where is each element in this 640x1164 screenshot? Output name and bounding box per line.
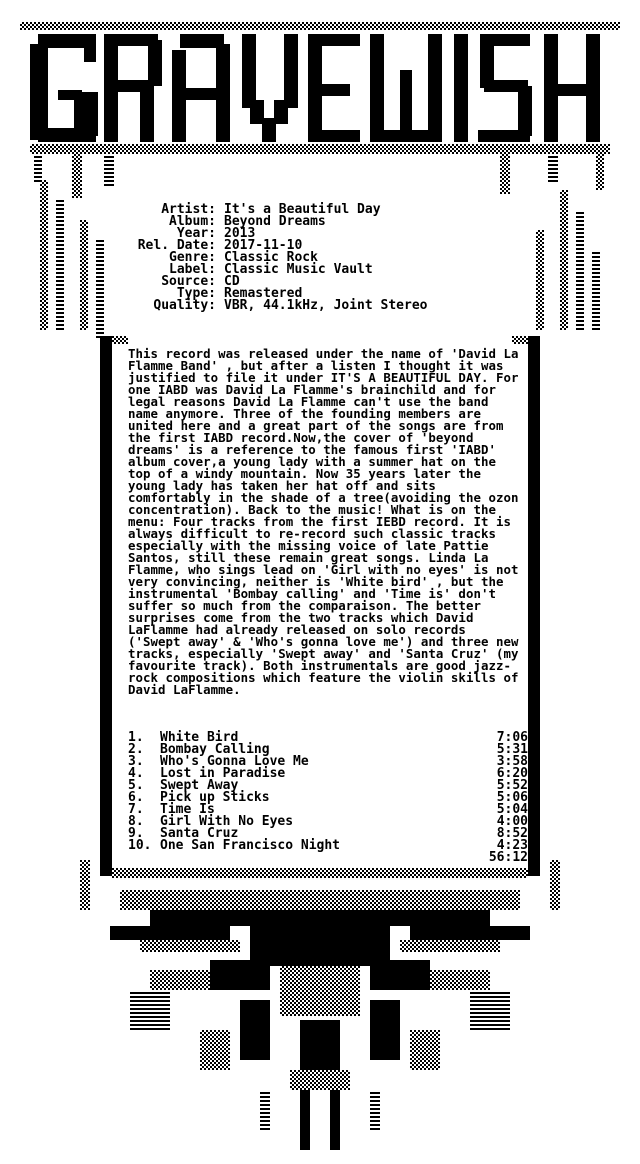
info-label: Label: — [169, 262, 216, 277]
info-label: Year: — [176, 226, 216, 241]
track-duration: 7:06 — [496, 730, 528, 745]
logo-letter-v — [242, 34, 298, 142]
logo-letter-s — [478, 34, 532, 142]
gravewish-logo — [20, 22, 620, 198]
track-title: Bombay Calling — [160, 742, 270, 757]
track-number: 3. — [128, 754, 144, 769]
track-duration: 4:00 — [496, 814, 528, 829]
info-label: Genre: — [169, 250, 216, 265]
track-number: 7. — [128, 802, 144, 817]
track-duration: 6:20 — [496, 766, 528, 781]
info-value: VBR, 44.1kHz, Joint Stereo — [224, 298, 428, 313]
review-text: This record was released under the name of 'David La Flamme Band' , but after a listen I thought it was justified to file it under IT'S A BEAUTIFUL DAY. For one IABD was David La Flamme's brainchild and for legal reasons David La Flamme can't use the band name anymore. Three of the founding members are united here and a great part of the songs are from the first IABD record.Now,the cover of 'beyond dreams' is a reference to the famous first 'IABD' album cover,a young lady with a summer hat on the top of a windy mountain. Now 35 years later the young lady has taken her hat off and sits comfortably in the shade of a tree(avoiding the ozon concentration). Back to the music! What is on the menu: Four tracks from the first IEBD record. It is always difficult to re-record such classic tracks especially with the missing voice of late Pattie Santos, still these remain great songs. Linda La Flamme, who sings lead on 'Girl with no eyes' is not very convincing, neither is 'White bird' , but the instrumental 'Bombay calling' and 'Time is' don't suffer so much from the comparaison. The better surprises come from the two tracks which David LaFlamme had already released on solo records ('Swept away' & 'Who's gonna love me') and three new tracks, especially 'Swept away' and 'Santa Cruz' (my favourite track). Both instrumentals are good jazz-rock compositions which feature the violin skills of David LaFlamme. — [128, 346, 519, 697]
track-duration: 4:23 — [496, 838, 528, 853]
info-value: Classic Rock — [224, 250, 318, 265]
total-duration: 56:12 — [488, 850, 528, 865]
info-label: Artist: — [161, 202, 216, 217]
track-number: 5. — [128, 778, 144, 793]
logo-letter-i — [454, 34, 468, 142]
track-number: 9. — [128, 826, 144, 841]
track-title: One San Francisco Night — [160, 838, 341, 853]
logo-letter-w — [370, 34, 442, 142]
track-title: Time Is — [160, 802, 215, 817]
track-duration: 5:31 — [496, 742, 528, 757]
track-title: Lost in Paradise — [160, 766, 286, 781]
logo-letter-h — [544, 34, 600, 142]
info-label: Source: — [161, 274, 216, 289]
track-number: 6. — [128, 790, 144, 805]
track-title: Girl With No Eyes — [160, 814, 294, 829]
track-duration: 5:52 — [496, 778, 528, 793]
info-label: Quality: — [153, 298, 216, 313]
track-title: Pick up Sticks — [160, 790, 270, 805]
track-row — [128, 840, 528, 852]
info-value: Beyond Dreams — [224, 214, 326, 229]
track-title: White Bird — [160, 730, 239, 745]
track-title: Who's Gonna Love Me — [160, 754, 309, 769]
track-number: 10. — [128, 838, 152, 853]
track-duration: 5:06 — [496, 790, 528, 805]
info-value: Classic Music Vault — [224, 262, 373, 277]
track-number: 8. — [128, 814, 144, 829]
logo-letter-g — [30, 34, 98, 142]
track-number: 2. — [128, 742, 144, 757]
spider-ornament — [80, 860, 560, 1150]
track-duration: 8:52 — [496, 826, 528, 841]
track-title: Swept Away — [160, 778, 239, 793]
logo-letter-e — [308, 34, 360, 142]
info-value: 2013 — [224, 226, 256, 241]
logo-letter-a — [172, 34, 230, 142]
track-title: Santa Cruz — [160, 826, 239, 841]
track-number: 4. — [128, 766, 144, 781]
info-value: CD — [224, 274, 240, 289]
info-label: Type: — [176, 286, 216, 301]
logo-letter-r — [104, 34, 162, 142]
info-value: Remastered — [224, 286, 303, 301]
info-label: Album: — [169, 214, 216, 229]
info-value: It's a Beautiful Day — [224, 202, 381, 217]
info-value: 2017-11-10 — [224, 238, 303, 253]
track-duration: 5:04 — [496, 802, 528, 817]
track-number: 1. — [128, 730, 144, 745]
track-duration: 3:58 — [496, 754, 528, 769]
info-label: Rel. Date: — [137, 238, 216, 253]
